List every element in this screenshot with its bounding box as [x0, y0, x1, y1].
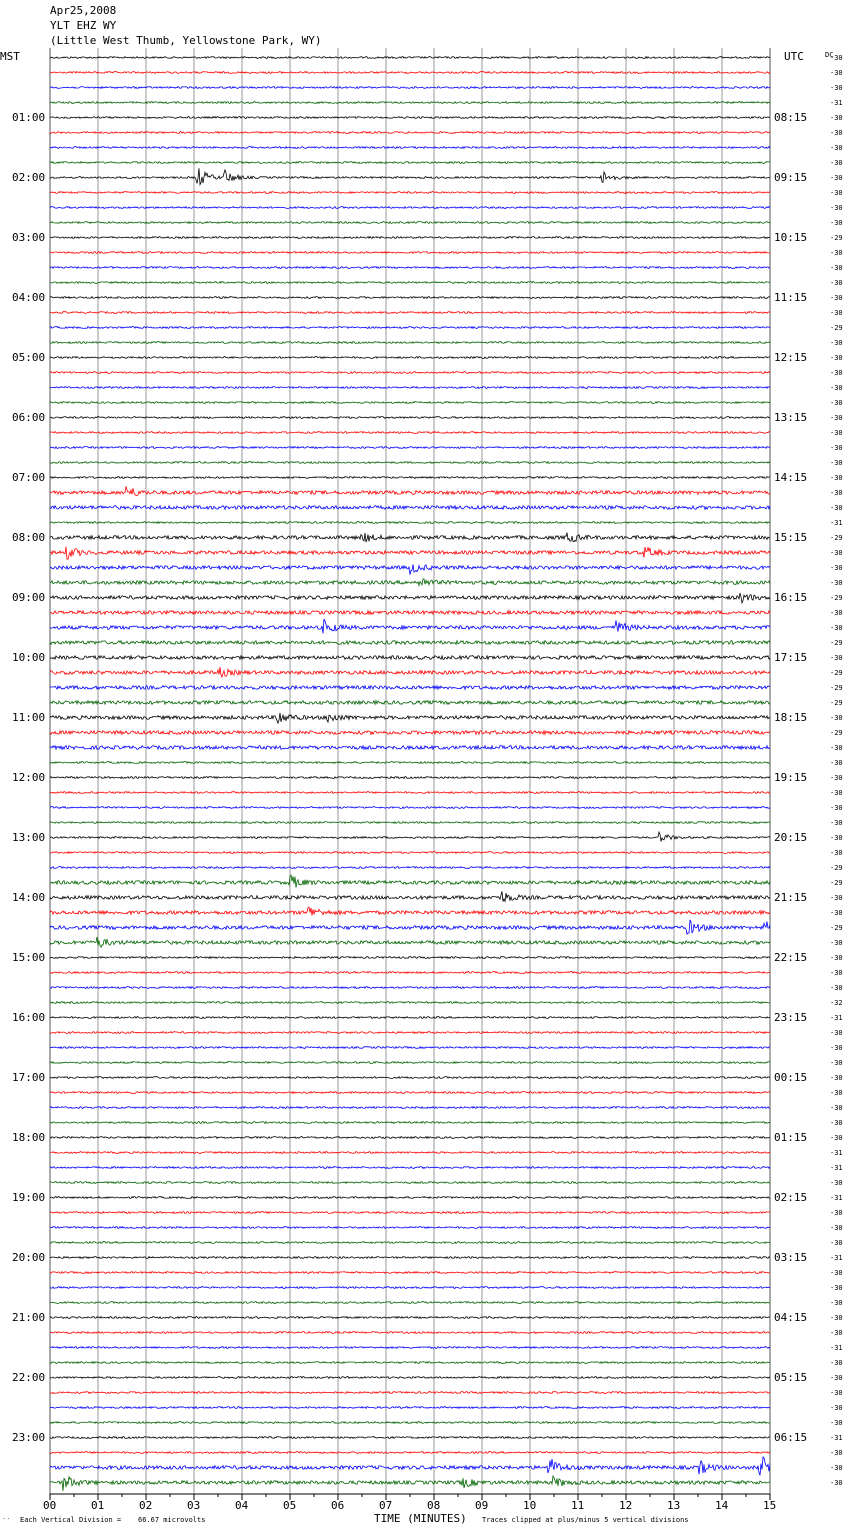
dc-offset-label: -31 — [830, 1013, 843, 1022]
trace-line — [50, 1257, 770, 1259]
corner-mark: ′′ — [2, 1517, 11, 1525]
dc-offset-label: -29 — [830, 863, 843, 872]
trace-line — [50, 282, 770, 284]
trace-line — [50, 1122, 770, 1124]
dc-offset-label: -31 — [830, 1433, 843, 1442]
dc-offset-label: -30 — [830, 398, 843, 407]
trace-line — [50, 701, 770, 705]
trace-line — [50, 462, 770, 464]
trace-line — [50, 1137, 770, 1139]
mst-hour-label: 12:00 — [12, 770, 46, 784]
trace-line — [50, 1047, 770, 1049]
dc-offset-label: -30 — [830, 1238, 843, 1247]
x-tick-label: 08 — [427, 1499, 441, 1512]
dc-offset-label: -30 — [830, 968, 843, 977]
dc-offset-label: -30 — [830, 1388, 843, 1397]
dc-offset-label: -30 — [830, 1298, 843, 1307]
utc-hour-label: 20:15 — [774, 830, 808, 844]
mst-hour-label: 11:00 — [12, 710, 46, 724]
trace-line — [50, 357, 770, 359]
dc-offset-label: -30 — [830, 1418, 843, 1427]
mst-hour-label: 04:00 — [12, 290, 46, 304]
trace-line — [50, 1457, 770, 1475]
utc-hour-label: 14:15 — [774, 470, 808, 484]
trace-line — [50, 1476, 770, 1491]
trace-line — [50, 731, 770, 735]
dc-offset-label: -29 — [830, 923, 843, 932]
dc-offset-label: -30 — [830, 488, 843, 497]
dc-offset-label: -29 — [830, 698, 843, 707]
dc-offset-label: -30 — [830, 1328, 843, 1337]
dc-offset-label: -30 — [830, 1358, 843, 1367]
trace-line — [50, 252, 770, 254]
x-tick-label: 02 — [139, 1499, 153, 1512]
trace-line — [50, 506, 770, 510]
dc-offset-label: -30 — [830, 623, 843, 632]
dc-offset-label: -30 — [830, 803, 843, 812]
trace-line — [50, 1332, 770, 1334]
mst-hour-label: 23:00 — [12, 1430, 46, 1444]
dc-offset-label: -30 — [830, 1058, 843, 1067]
dc-offset-label: -30 — [830, 428, 843, 437]
dc-offset-label: -30 — [830, 113, 843, 122]
dc-offset-label: -30 — [830, 413, 843, 422]
trace-line — [50, 1287, 770, 1289]
dc-offset-label: -31 — [830, 1343, 843, 1352]
dc-offset-label: -29 — [830, 668, 843, 677]
utc-hour-label: 02:15 — [774, 1190, 808, 1204]
dc-offset-label: -30 — [830, 218, 843, 227]
mst-label: MST — [0, 50, 20, 63]
dc-offset-label: -30 — [830, 83, 843, 92]
dc-offset-label: -30 — [830, 1178, 843, 1187]
utc-hour-label: 00:15 — [774, 1070, 808, 1084]
dc-offset-label: -30 — [830, 563, 843, 572]
dc-offset-label: -30 — [830, 1133, 843, 1142]
utc-hour-label: 13:15 — [774, 410, 808, 424]
trace-line — [50, 1152, 770, 1154]
trace-line — [50, 162, 770, 164]
dc-offset-label: -30 — [830, 68, 843, 77]
dc-offset-label: -30 — [830, 1268, 843, 1277]
dc-offset-label: -31 — [830, 1253, 843, 1262]
trace-line — [50, 432, 770, 434]
trace-line — [50, 1077, 770, 1079]
mst-hour-label: 01:00 — [12, 110, 46, 124]
utc-hour-label: 22:15 — [774, 950, 808, 964]
dc-offset-label: -30 — [830, 773, 843, 782]
x-tick-label: 03 — [187, 1499, 201, 1512]
dc-offset-label: -30 — [830, 173, 843, 182]
dc-offset-label: -30 — [830, 953, 843, 962]
utc-hour-label: 01:15 — [774, 1130, 808, 1144]
dc-offset-label: -30 — [830, 1223, 843, 1232]
utc-hour-label: 03:15 — [774, 1250, 808, 1264]
trace-line — [50, 1317, 770, 1319]
dc-offset-label: -30 — [830, 53, 843, 62]
utc-hour-label: 12:15 — [774, 350, 808, 364]
trace-line — [50, 987, 770, 989]
trace-line — [50, 1362, 770, 1364]
trace-line — [50, 168, 770, 184]
dc-offset-label: -30 — [830, 458, 843, 467]
dc-offset-label: -30 — [830, 743, 843, 752]
dc-offset-label: -30 — [830, 1103, 843, 1112]
dc-offset-label: -30 — [830, 188, 843, 197]
utc-hour-label: 21:15 — [774, 890, 808, 904]
dc-offset-label: -30 — [830, 578, 843, 587]
dc-offset-label: -30 — [830, 833, 843, 842]
trace-line — [50, 102, 770, 104]
utc-label: UTC — [784, 50, 804, 63]
trace-line — [50, 957, 770, 959]
trace-line — [50, 611, 770, 615]
dc-offset-label: -30 — [830, 653, 843, 662]
trace-line — [50, 807, 770, 809]
trace-line — [50, 1092, 770, 1094]
trace-line — [50, 875, 770, 888]
trace-line — [50, 937, 770, 947]
mst-hour-label: 17:00 — [12, 1070, 46, 1084]
trace-line — [50, 487, 770, 496]
mst-hour-label: 22:00 — [12, 1370, 46, 1384]
dc-offset-label: -30 — [830, 848, 843, 857]
trace-line — [50, 147, 770, 149]
dc-offset-label: -31 — [830, 1193, 843, 1202]
x-tick-label: 11 — [571, 1499, 585, 1512]
x-tick-label: 07 — [379, 1499, 393, 1512]
dc-offset-label: -30 — [830, 1118, 843, 1127]
mst-hour-label: 03:00 — [12, 230, 46, 244]
dc-offset-label: -30 — [830, 338, 843, 347]
trace-line — [50, 832, 770, 841]
dc-offset-label: -30 — [830, 1313, 843, 1322]
trace-line — [50, 656, 770, 660]
dc-offset-label: -31 — [830, 1163, 843, 1172]
trace-line — [50, 777, 770, 779]
mst-hour-label: 18:00 — [12, 1130, 46, 1144]
mst-hour-label: 13:00 — [12, 830, 46, 844]
trace-line — [50, 1377, 770, 1379]
trace-line — [50, 522, 770, 524]
trace-line — [50, 1407, 770, 1409]
trace-line — [50, 667, 770, 677]
station-location: (Little West Thumb, Yellowstone Park, WY) — [50, 34, 322, 47]
trace-line — [50, 1437, 770, 1439]
trace-line — [50, 267, 770, 269]
dc-offset-label: -29 — [830, 233, 843, 242]
dc-offset-label: -30 — [830, 1073, 843, 1082]
dc-offset-label: -30 — [830, 473, 843, 482]
trace-line — [50, 1062, 770, 1064]
dc-offset-label: -30 — [830, 128, 843, 137]
dc-label: DC — [825, 51, 834, 59]
dc-offset-label: -30 — [830, 278, 843, 287]
x-tick-label: 13 — [667, 1499, 681, 1512]
dc-offset-label: -31 — [830, 98, 843, 107]
dc-offset-label: -30 — [830, 353, 843, 362]
trace-line — [50, 72, 770, 74]
trace-line — [50, 1227, 770, 1229]
x-tick-label: 04 — [235, 1499, 249, 1512]
trace-line — [50, 1107, 770, 1109]
dc-offset-label: -30 — [830, 1283, 843, 1292]
dc-offset-label: -29 — [830, 533, 843, 542]
mst-hour-label: 08:00 — [12, 530, 46, 544]
trace-line — [50, 447, 770, 449]
dc-offset-label: -30 — [830, 368, 843, 377]
dc-offset-label: -30 — [830, 1463, 843, 1472]
trace-line — [50, 920, 770, 934]
x-tick-label: 01 — [91, 1499, 105, 1512]
dc-offset-label: -31 — [830, 518, 843, 527]
trace-line — [50, 762, 770, 764]
scale-note: Each Vertical Division = 66.67 microvolts — [20, 1516, 206, 1524]
utc-hour-label: 15:15 — [774, 530, 808, 544]
trace-line — [50, 237, 770, 239]
dc-offset-label: -30 — [830, 713, 843, 722]
utc-hour-label: 05:15 — [774, 1370, 808, 1384]
trace-line — [50, 1167, 770, 1169]
trace-line — [50, 387, 770, 389]
trace-line — [50, 297, 770, 299]
mst-hour-label: 14:00 — [12, 890, 46, 904]
trace-line — [50, 533, 770, 543]
trace-line — [50, 1242, 770, 1244]
mst-hour-label: 02:00 — [12, 170, 46, 184]
dc-offset-label: -30 — [830, 158, 843, 167]
x-tick-label: 00 — [43, 1499, 57, 1512]
dc-offset-label: -30 — [830, 503, 843, 512]
dc-offset-label: -30 — [830, 383, 843, 392]
mst-hour-label: 16:00 — [12, 1010, 46, 1024]
dc-offset-label: -30 — [830, 758, 843, 767]
utc-hour-label: 11:15 — [774, 290, 808, 304]
utc-hour-label: 06:15 — [774, 1430, 808, 1444]
mst-hour-label: 07:00 — [12, 470, 46, 484]
utc-hour-label: 04:15 — [774, 1310, 808, 1324]
dc-offset-label: -30 — [830, 1028, 843, 1037]
trace-line — [50, 852, 770, 854]
x-tick-label: 12 — [619, 1499, 633, 1512]
dc-offset-label: -30 — [830, 938, 843, 947]
trace-line — [50, 1032, 770, 1034]
x-tick-label: 09 — [475, 1499, 489, 1512]
utc-hour-label: 16:15 — [774, 590, 808, 604]
dc-offset-label: -30 — [830, 203, 843, 212]
dc-offset-label: -29 — [830, 323, 843, 332]
utc-hour-label: 23:15 — [774, 1010, 808, 1024]
trace-line — [50, 87, 770, 89]
trace-line — [50, 972, 770, 974]
dc-offset-label: -29 — [830, 683, 843, 692]
dc-offset-label: -30 — [830, 1478, 843, 1487]
trace-line — [50, 1212, 770, 1214]
dc-offset-label: -30 — [830, 1448, 843, 1457]
trace-line — [50, 402, 770, 404]
utc-hour-label: 10:15 — [774, 230, 808, 244]
trace-line — [50, 686, 770, 690]
trace-line — [50, 57, 770, 59]
utc-hour-label: 18:15 — [774, 710, 808, 724]
trace-line — [50, 713, 770, 723]
mst-hour-label: 06:00 — [12, 410, 46, 424]
trace-line — [50, 619, 770, 633]
trace-line — [50, 372, 770, 374]
dc-offset-label: -30 — [830, 983, 843, 992]
trace-line — [50, 867, 770, 869]
chart-date: Apr25,2008 — [50, 4, 117, 17]
mst-hour-label: 21:00 — [12, 1310, 46, 1324]
dc-offset-label: -30 — [830, 908, 843, 917]
dc-offset-label: -30 — [830, 1208, 843, 1217]
dc-offset-label: -30 — [830, 608, 843, 617]
trace-line — [50, 1017, 770, 1019]
trace-line — [50, 1197, 770, 1199]
dc-offset-label: -30 — [830, 1373, 843, 1382]
trace-line — [50, 327, 770, 329]
dc-offset-label: -32 — [830, 998, 843, 1007]
trace-line — [50, 746, 770, 750]
x-tick-label: 10 — [523, 1499, 537, 1512]
mst-hour-label: 20:00 — [12, 1250, 46, 1264]
trace-line — [50, 1347, 770, 1349]
dc-offset-label: -30 — [830, 893, 843, 902]
dc-offset-label: -30 — [830, 1043, 843, 1052]
trace-line — [50, 641, 770, 645]
trace-line — [50, 222, 770, 224]
dc-offset-label: -29 — [830, 638, 843, 647]
mst-hour-label: 15:00 — [12, 950, 46, 964]
trace-line — [50, 547, 770, 560]
mst-hour-label: 05:00 — [12, 350, 46, 364]
dc-offset-label: -30 — [830, 788, 843, 797]
trace-line — [50, 579, 770, 586]
dc-offset-label: -30 — [830, 248, 843, 257]
station-name: YLT EHZ WY — [50, 19, 117, 32]
mst-hour-label: 10:00 — [12, 650, 46, 664]
trace-line — [50, 207, 770, 209]
trace-line — [50, 564, 770, 574]
x-tick-label: 06 — [331, 1499, 345, 1512]
x-tick-label: 05 — [283, 1499, 297, 1512]
dc-offset-label: -30 — [830, 443, 843, 452]
dc-offset-label: -29 — [830, 593, 843, 602]
trace-line — [50, 1002, 770, 1004]
mst-hour-label: 09:00 — [12, 590, 46, 604]
dc-offset-label: -30 — [830, 1088, 843, 1097]
trace-line — [50, 192, 770, 194]
trace-line — [50, 1422, 770, 1424]
dc-offset-label: -30 — [830, 1403, 843, 1412]
mst-hour-label: 19:00 — [12, 1190, 46, 1204]
utc-hour-label: 08:15 — [774, 110, 808, 124]
dc-offset-label: -30 — [830, 293, 843, 302]
trace-line — [50, 312, 770, 314]
trace-line — [50, 417, 770, 419]
dc-offset-label: -29 — [830, 728, 843, 737]
dc-offset-label: -30 — [830, 143, 843, 152]
trace-line — [50, 1392, 770, 1394]
trace-line — [50, 593, 770, 603]
dc-offset-label: -30 — [830, 308, 843, 317]
utc-hour-label: 09:15 — [774, 170, 808, 184]
dc-offset-label: -31 — [830, 1148, 843, 1157]
utc-hour-label: 17:15 — [774, 650, 808, 664]
dc-offset-label: -30 — [830, 548, 843, 557]
dc-offset-label: -30 — [830, 818, 843, 827]
trace-line — [50, 822, 770, 824]
trace-line — [50, 792, 770, 794]
trace-line — [50, 117, 770, 119]
x-tick-label: 14 — [715, 1499, 729, 1512]
trace-line — [50, 1452, 770, 1454]
trace-line — [50, 1182, 770, 1184]
trace-line — [50, 907, 770, 915]
trace-line — [50, 1272, 770, 1274]
utc-hour-label: 19:15 — [774, 770, 808, 784]
x-tick-label: 15 — [763, 1499, 777, 1512]
trace-line — [50, 132, 770, 134]
x-axis-title: TIME (MINUTES) — [374, 1512, 467, 1525]
trace-line — [50, 342, 770, 344]
clip-note: Traces clipped at plus/minus 5 vertical divisions — [482, 1516, 689, 1524]
trace-line — [50, 1302, 770, 1304]
trace-line — [50, 477, 770, 479]
dc-offset-label: -29 — [830, 878, 843, 887]
trace-line — [50, 891, 770, 901]
dc-offset-label: -30 — [830, 263, 843, 272]
